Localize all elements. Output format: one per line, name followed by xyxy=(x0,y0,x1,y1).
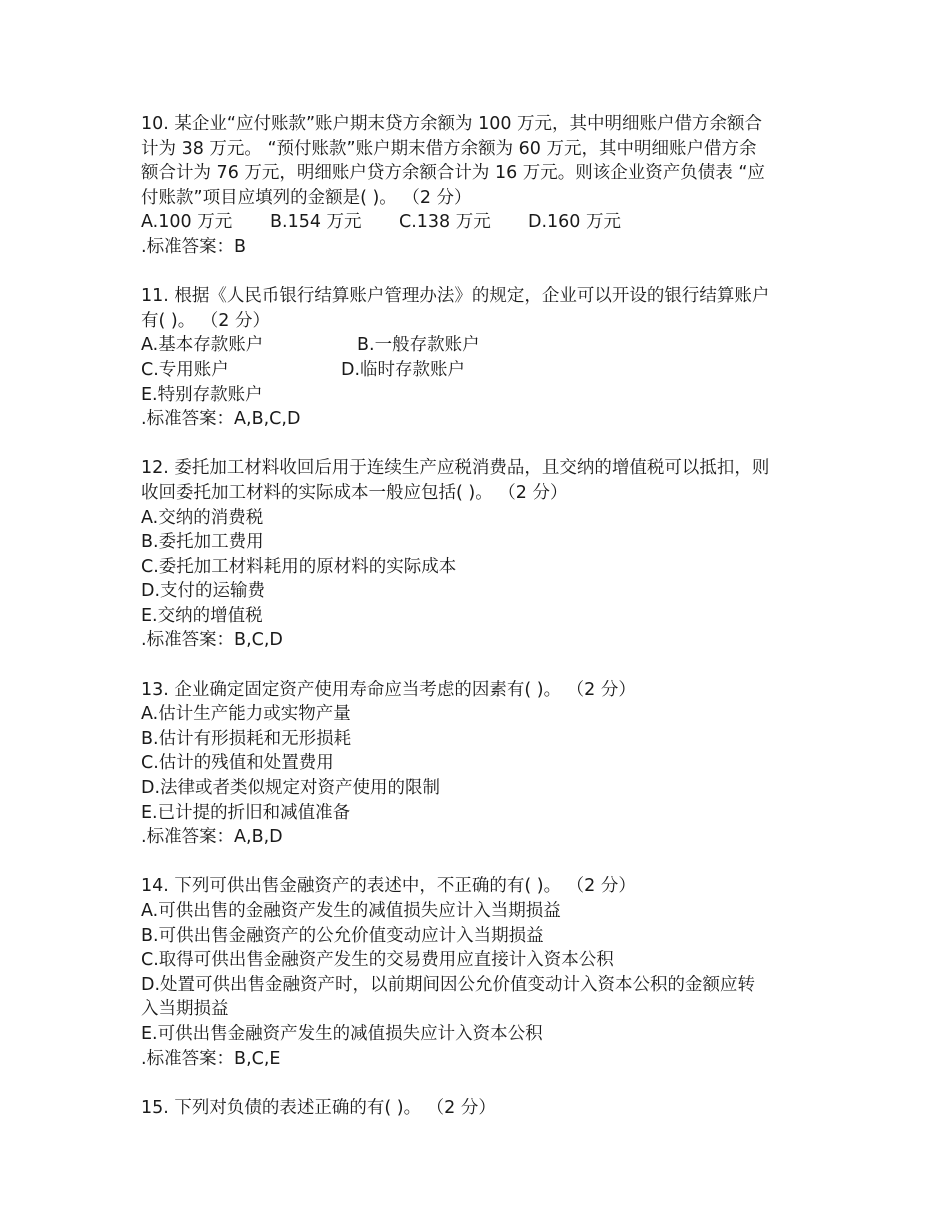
option-b: B.可供出售金融资产的公允价值变动应计入当期损益 xyxy=(141,925,544,946)
option-e: E.特别存款账户 xyxy=(141,384,263,405)
question-text-line: 13. 企业确定固定资产使用寿命应当考虑的因素有( )。 （2 分） xyxy=(141,679,636,700)
option-b: B.154 万元 xyxy=(270,212,362,233)
standard-answer: .标准答案：B,C,D xyxy=(141,630,283,651)
question-14 xyxy=(141,874,821,1071)
option-d: D.临时存款账户 xyxy=(341,359,466,380)
question-text-line: 额合计为 76 万元，明细账户贷方余额合计为 16 万元。则该企业资产负债表 “应 xyxy=(141,163,765,184)
option-a: A.交纳的消费税 xyxy=(141,507,264,528)
standard-answer: .标准答案：A,B,D xyxy=(141,827,283,848)
option-d-continued: 入当期损益 xyxy=(141,999,229,1020)
standard-answer: .标准答案：A,B,C,D xyxy=(141,409,301,430)
question-10 xyxy=(141,112,821,260)
option-a: A.估计生产能力或实物产量 xyxy=(141,704,351,725)
option-d: D.法律或者类似规定对资产使用的限制 xyxy=(141,778,441,799)
option-e: E.交纳的增值税 xyxy=(141,605,263,626)
option-c: C.138 万元 xyxy=(399,212,491,233)
option-a: A.100 万元 xyxy=(141,212,233,233)
option-e: E.可供出售金融资产发生的减值损失应计入资本公积 xyxy=(141,1023,543,1044)
option-c: C.专用账户 xyxy=(141,359,229,380)
option-e: E.已计提的折旧和减值准备 xyxy=(141,802,351,823)
question-15 xyxy=(141,1096,821,1121)
option-c: C.取得可供出售金融资产发生的交易费用应直接计入资本公积 xyxy=(141,950,614,971)
question-text-line: 有( )。 （2 分） xyxy=(141,310,270,331)
question-text-line: 15. 下列对负债的表述正确的有( )。 （2 分） xyxy=(141,1097,496,1118)
question-text-line: 收回委托加工材料的实际成本一般应包括( )。 （2 分） xyxy=(141,482,568,503)
options-row xyxy=(141,210,821,235)
option-b: B.委托加工费用 xyxy=(141,532,264,553)
question-12 xyxy=(141,456,821,653)
standard-answer: .标准答案：B,C,E xyxy=(141,1048,281,1069)
option-a: A.基本存款账户 xyxy=(141,335,264,356)
question-text-line: 14. 下列可供出售金融资产的表述中，不正确的有( )。 （2 分） xyxy=(141,876,636,897)
option-d: D.处置可供出售金融资产时，以前期间因公允价值变动计入资本公积的金额应转 xyxy=(141,974,756,995)
question-text-line: 11. 根据《人民币银行结算账户管理办法》的规定，企业可以开设的银行结算账户 xyxy=(141,286,770,307)
exam-page xyxy=(141,112,821,1145)
option-d: D.160 万元 xyxy=(528,212,622,233)
option-b: B.一般存款账户 xyxy=(357,335,480,356)
standard-answer: .标准答案：B xyxy=(141,236,247,257)
question-13 xyxy=(141,678,821,850)
question-text-line: 计为 38 万元。 “预付账款”账户期末借方余额为 60 万元，其中明细账户借方余 xyxy=(141,138,757,159)
question-text-line: 付账款”项目应填列的金额是( )。 （2 分） xyxy=(141,187,472,208)
option-d: D.支付的运输费 xyxy=(141,581,266,602)
option-c: C.估计的残值和处置费用 xyxy=(141,753,334,774)
options-row xyxy=(141,333,821,358)
option-c: C.委托加工材料耗用的原材料的实际成本 xyxy=(141,556,457,577)
question-11 xyxy=(141,284,821,432)
option-b: B.估计有形损耗和无形损耗 xyxy=(141,728,352,749)
question-text-line: 10. 某企业“应付账款”账户期末贷方余额为 100 万元，其中明细账户借方余额合 xyxy=(141,114,763,134)
options-row xyxy=(141,358,821,383)
option-a: A.可供出售的金融资产发生的减值损失应计入当期损益 xyxy=(141,901,561,921)
question-text-line: 12. 委托加工材料收回后用于连续生产应税消费品，且交纳的增值税可以抵扣，则 xyxy=(141,458,770,479)
